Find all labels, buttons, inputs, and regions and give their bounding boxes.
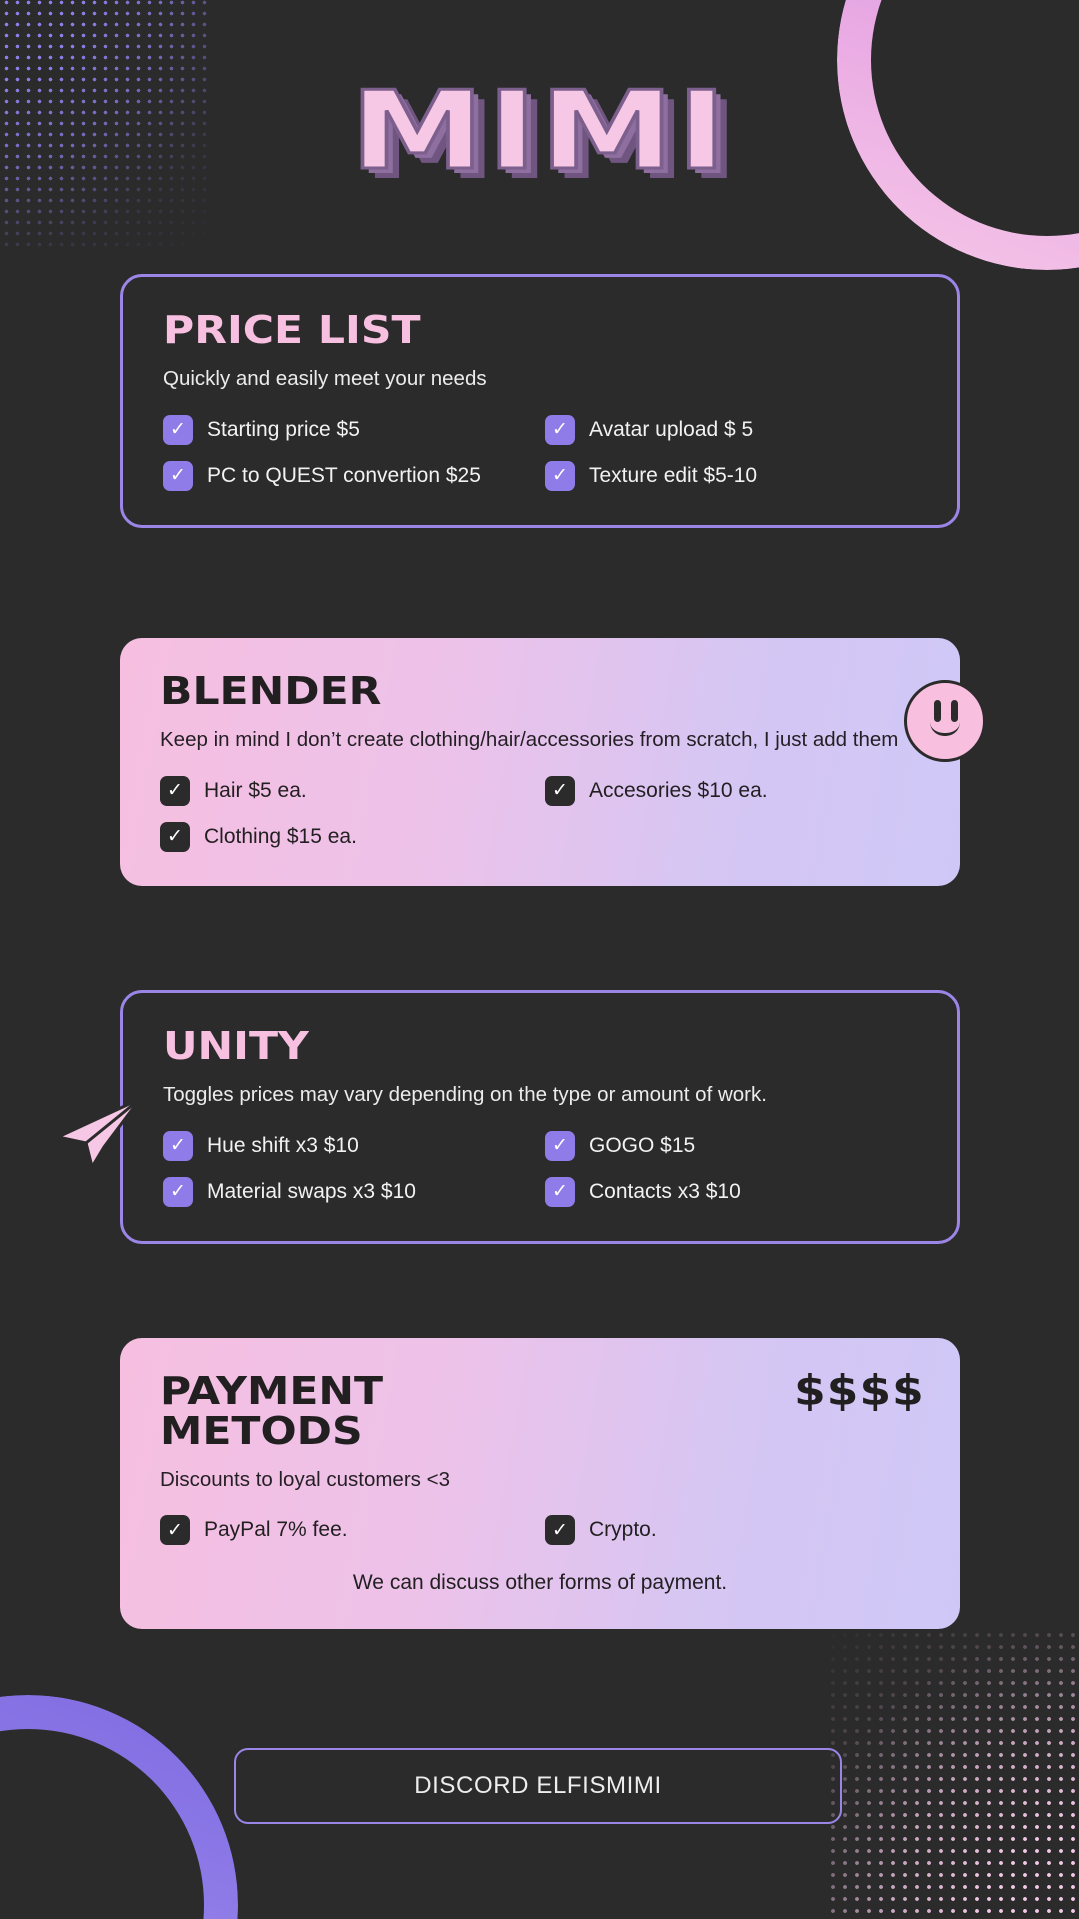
list-item-label: Texture edit $5-10 xyxy=(589,463,758,487)
poster-title xyxy=(0,69,1079,194)
checkbox-checked-icon[interactable]: ✓ xyxy=(160,776,190,806)
list-item-label: GOGO $15 xyxy=(589,1133,696,1157)
checkbox-checked-icon[interactable]: ✓ xyxy=(545,461,575,491)
list-item-label: Hue shift x3 $10 xyxy=(207,1133,359,1157)
card-price-list xyxy=(120,274,960,528)
smiley-mouth xyxy=(930,722,960,736)
checkbox-checked-icon[interactable]: ✓ xyxy=(163,461,193,491)
checkbox-checked-icon[interactable]: ✓ xyxy=(545,1131,575,1161)
list-item[interactable] xyxy=(163,461,535,491)
list-item-label: Accesories $10 ea. xyxy=(589,778,768,802)
list-item[interactable] xyxy=(163,1131,535,1161)
checkbox-checked-icon[interactable]: ✓ xyxy=(163,1131,193,1161)
checkbox-checked-icon[interactable]: ✓ xyxy=(163,415,193,445)
price-list-subtitle: Quickly and easily meet your needs xyxy=(163,366,487,390)
gradient-arc-top-right xyxy=(837,0,1079,270)
smiley-eye-right xyxy=(951,700,958,722)
payment-items xyxy=(160,1515,920,1545)
checkbox-checked-icon[interactable]: ✓ xyxy=(160,1515,190,1545)
checkbox-checked-icon[interactable]: ✓ xyxy=(545,415,575,445)
list-item-label: Crypto. xyxy=(589,1518,657,1542)
payment-heading-line2: METODS xyxy=(160,1408,363,1453)
list-item-label: Contacts x3 $10 xyxy=(589,1179,741,1203)
list-item[interactable] xyxy=(545,415,917,445)
blender-subtitle: Keep in mind I don’t create clothing/hair/accessories from scratch, I just add them xyxy=(160,727,899,751)
title-text: MIMI xyxy=(349,69,730,194)
checkbox-checked-icon[interactable]: ✓ xyxy=(545,1515,575,1545)
list-item-label: Hair $5 ea. xyxy=(204,778,307,802)
list-item-label: Clothing $15 ea. xyxy=(204,824,357,848)
card-unity xyxy=(120,990,960,1244)
halftone-dots-bottom-right xyxy=(827,1629,1079,1919)
checkbox-checked-icon[interactable]: ✓ xyxy=(163,1177,193,1207)
discord-button[interactable]: DISCORD ELFISMIMI xyxy=(234,1748,842,1824)
list-item[interactable] xyxy=(163,415,535,445)
price-list-heading: PRICE LIST xyxy=(163,308,421,352)
smiley-eye-left xyxy=(934,700,941,722)
list-item-label: PayPal 7% fee. xyxy=(204,1518,348,1542)
gradient-arc-bottom-left xyxy=(0,1695,238,1919)
list-item[interactable] xyxy=(160,822,535,852)
list-item[interactable] xyxy=(545,776,920,806)
checkbox-checked-icon[interactable]: ✓ xyxy=(545,1177,575,1207)
list-item[interactable] xyxy=(163,1177,535,1207)
blender-heading: BLENDER xyxy=(160,669,382,713)
card-blender xyxy=(120,638,960,886)
list-item-label: Starting price $5 xyxy=(207,417,360,441)
card-payment-methods xyxy=(120,1338,960,1629)
checkbox-checked-icon[interactable]: ✓ xyxy=(160,822,190,852)
payment-heading-line1: PAYMENT xyxy=(160,1369,384,1413)
list-item[interactable] xyxy=(545,1131,917,1161)
payment-subtitle: Discounts to loyal customers <3 xyxy=(160,1467,450,1491)
list-item-label: Avatar upload $ 5 xyxy=(589,417,754,441)
list-item[interactable] xyxy=(545,1177,917,1207)
list-item[interactable] xyxy=(160,1515,535,1545)
list-item[interactable] xyxy=(545,1515,920,1545)
halftone-dots-top-left xyxy=(0,0,208,248)
list-item[interactable] xyxy=(160,776,535,806)
smiley-icon xyxy=(904,680,986,762)
unity-items xyxy=(163,1131,917,1207)
list-item-label: PC to QUEST convertion $25 xyxy=(207,463,481,487)
price-list-items xyxy=(163,415,917,491)
checkbox-checked-icon[interactable]: ✓ xyxy=(545,776,575,806)
blender-items xyxy=(160,776,920,852)
money-symbols: $$$$ xyxy=(794,1366,925,1415)
unity-heading: UNITY xyxy=(163,1024,309,1068)
unity-subtitle: Toggles prices may vary depending on the type or amount of work. xyxy=(163,1082,767,1106)
list-item-label: Material swaps x3 $10 xyxy=(207,1179,416,1203)
list-item[interactable] xyxy=(545,461,917,491)
payment-note: We can discuss other forms of payment. xyxy=(352,1571,728,1595)
